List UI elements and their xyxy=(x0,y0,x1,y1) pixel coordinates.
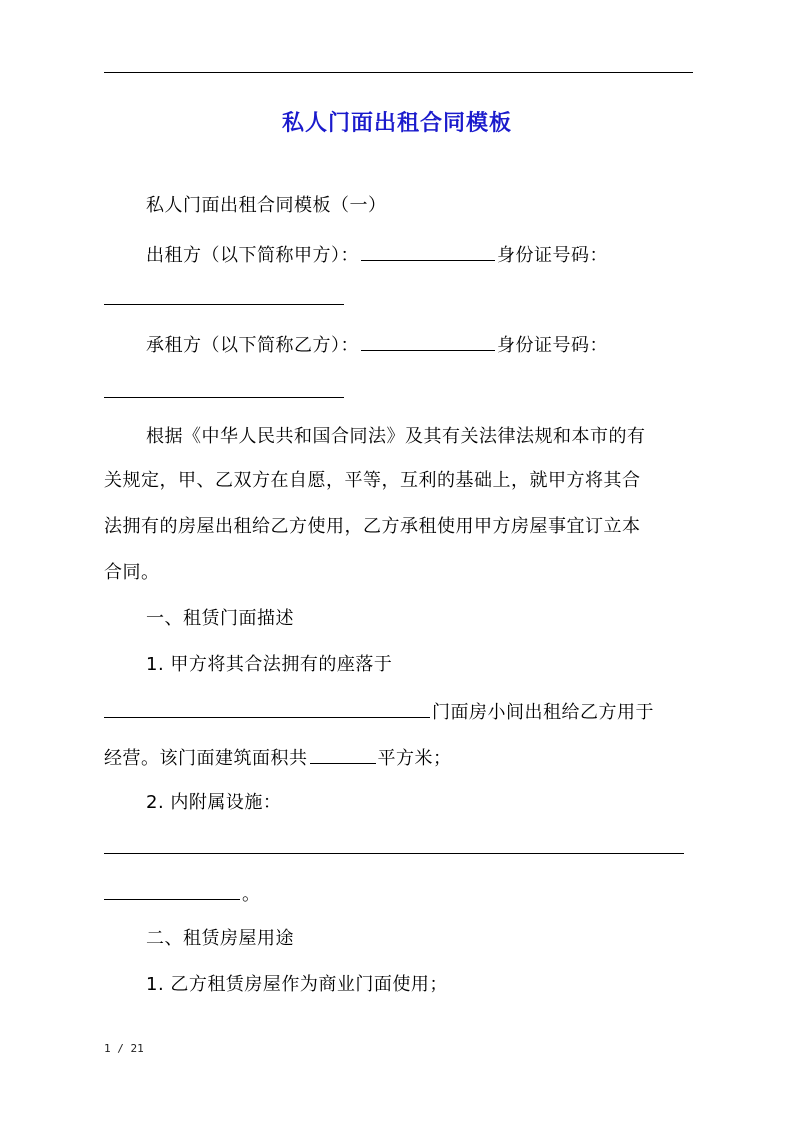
item1-1-continuation xyxy=(104,699,694,725)
facilities-end-line xyxy=(104,881,694,907)
location-blank xyxy=(104,699,430,718)
item1-1-area-unit: 平方米； xyxy=(377,748,452,769)
period: 。 xyxy=(242,884,261,905)
section2-title: 二、租赁房屋用途 xyxy=(146,928,294,949)
lessor-name-blank xyxy=(361,242,495,261)
document-subtitle: 私人门面出租合同模板（一） xyxy=(146,195,387,216)
lessee-line xyxy=(146,332,736,358)
lessor-id-blank xyxy=(104,304,344,305)
lessee-name-blank xyxy=(361,332,495,351)
section1-title: 一、租赁门面描述 xyxy=(146,608,294,629)
header-rule xyxy=(104,72,693,73)
item1-1: 1. 甲方将其合法拥有的座落于 xyxy=(146,654,393,675)
paragraph-line: 合同。 xyxy=(104,562,160,583)
paragraph-line: 根据《中华人民共和国合同法》及其有关法律法规和本市的有 xyxy=(146,426,646,447)
area-blank xyxy=(310,745,376,764)
lessee-id-label: 身份证号码： xyxy=(497,335,608,356)
lessor-label: 出租方（以下简称甲方）： xyxy=(146,245,359,266)
facilities-blank-2 xyxy=(104,881,240,900)
lessee-label: 承租方（以下简称乙方）： xyxy=(146,335,359,356)
document-title: 私人门面出租合同模板 xyxy=(281,111,512,136)
item1-1-cont-text: 门面房小间出租给乙方用于 xyxy=(432,702,654,723)
lessee-id-blank xyxy=(104,397,344,398)
lessor-line xyxy=(146,242,736,268)
paragraph-line: 法拥有的房屋出租给乙方使用，乙方承租使用甲方房屋事宜订立本 xyxy=(104,516,641,537)
lessor-id-label: 身份证号码： xyxy=(497,245,608,266)
facilities-blank xyxy=(104,853,684,854)
item2-1: 1. 乙方租赁房屋作为商业门面使用； xyxy=(146,974,448,995)
item1-1-area-text: 经营。该门面建筑面积共 xyxy=(104,748,308,769)
item1-2: 2. 内附属设施： xyxy=(146,792,282,813)
paragraph-line: 关规定，甲、乙双方在自愿，平等，互利的基础上，就甲方将其合 xyxy=(104,470,641,491)
page-number: 1 / 21 xyxy=(104,1042,144,1055)
item1-1-area-line xyxy=(104,745,694,771)
